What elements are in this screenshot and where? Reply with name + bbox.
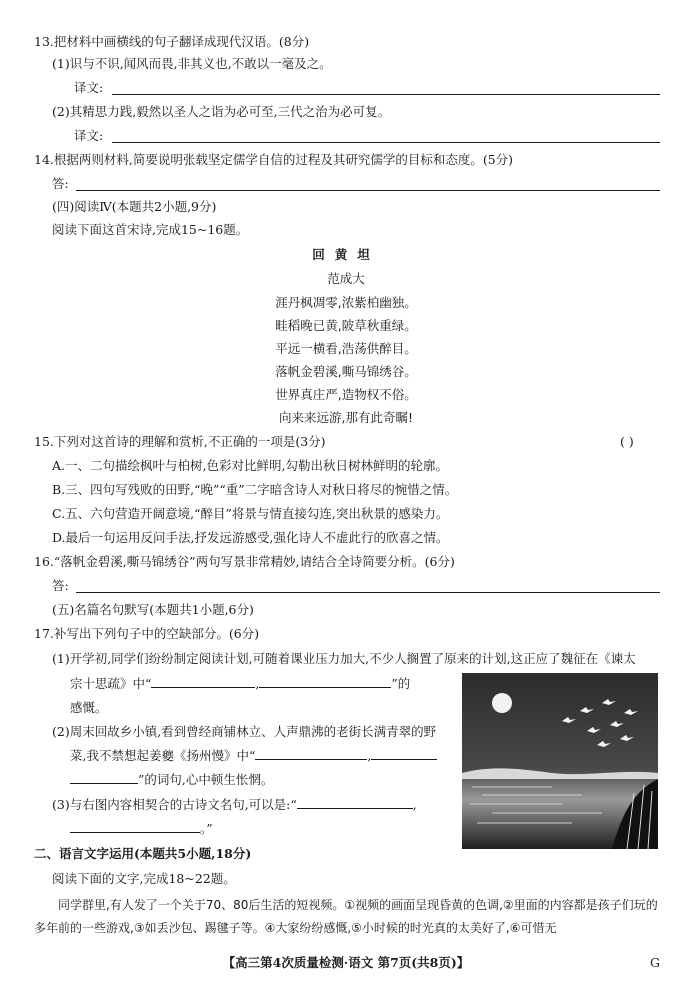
q13-stem: 13.把材料中画横线的句子翻译成现代汉语。(8分) — [34, 34, 310, 49]
q15-option-c: C.五、六句营造开阔意境,“醉目”将景与情直接勾连,突出秋景的感染力。 — [52, 506, 449, 521]
q17-part-1-line-c: 感慨。 — [70, 700, 108, 715]
q15-option-b: B.三、四句写残败的田野,“晚”“重”二字暗含诗人对秋日将尽的惋惜之情。 — [52, 482, 458, 497]
q13-answer-label-1: 译文: — [74, 80, 104, 95]
moon-geese-illustration — [462, 673, 658, 849]
q17-blank-4-continued[interactable] — [70, 771, 138, 784]
q17-part-2-comma: , — [367, 748, 372, 763]
q13-answer-line-1[interactable] — [112, 94, 660, 95]
page-footer: 【高三第4次质量检测·语文 第7页(共8页)】 — [222, 955, 470, 970]
q14-answer-line[interactable] — [76, 190, 660, 191]
q17-part-3-line-b — [70, 820, 213, 838]
q13-sentence-1: (1)识与不识,闻风而畏,非其义也,不敢以一毫及之。 — [52, 56, 332, 71]
section-4-intro: 阅读下面这首宋诗,完成15~16题。 — [52, 222, 249, 237]
poem-line: 向来来远游,那有此奇瞩! — [279, 410, 413, 425]
section-5-header: (五)名篇名句默写(本题共1小题,6分) — [52, 602, 254, 617]
q17-blank-1[interactable] — [151, 675, 255, 688]
section-4-header: (四)阅读Ⅳ(本题共2小题,9分) — [52, 199, 217, 214]
q15-option-d: D.最后一句运用反问手法,抒发远游感受,强化诗人不虚此行的欣喜之情。 — [52, 530, 449, 545]
q17-part-3-line-a: (3)与右图内容相契合的古诗文名句,可以是:“ , — [52, 797, 417, 812]
q15-stem: 15.下列对这首诗的理解和赏析,不正确的一项是(3分) — [34, 434, 326, 449]
poem-author: 范成大 — [327, 271, 365, 286]
q17-part-3-suffix: 。” — [200, 821, 213, 836]
paper-code: G — [650, 955, 660, 970]
section-2-intro: 阅读下面的文字,完成18~22题。 — [52, 871, 236, 886]
poem-line: 畦稻晚已黄,陂草秋重绿。 — [275, 318, 417, 333]
q17-part-1-line-a: (1)开学初,同学们纷纷制定阅读计划,可随着课业压力加大,不少人搁置了原来的计划,这正应了魏征在《谏太 — [52, 651, 636, 666]
poem-line: 落帆金碧溪,嘶马锦绣谷。 — [275, 364, 417, 379]
q17-part-1-suffix: ”的 — [391, 676, 411, 691]
q17-blank-5[interactable] — [297, 796, 413, 809]
q17-blank-3[interactable] — [255, 747, 367, 760]
q17-part-1-comma: , — [255, 676, 260, 691]
q13-sentence-2: (2)其精思力践,毅然以圣人之诣为必可至,三代之治为必可复。 — [52, 104, 391, 119]
poem-line: 平远一横看,浩荡供醉目。 — [275, 341, 417, 356]
q17-part-2-suffix: ”的词句,心中顿生怅惘。 — [138, 772, 274, 787]
q17-part-1-line-b — [70, 675, 410, 693]
section-2-header: 二、语言文字运用(本题共5小题,18分) — [34, 846, 252, 861]
q16-answer-label: 答: — [52, 578, 69, 593]
q14-stem: 14.根据两则材料,简要说明张载坚定儒学自信的过程及其研究儒学的目标和态度。(5分) — [34, 152, 514, 167]
section-2-passage: 同学群里,有人发了一个关于70、80后生活的短视频。①视频的画面呈现昏黄的色调,②里面的内容都是孩子们玩的多年前的一些游戏,③如丢沙包、踢毽子等。④大家纷纷感慨,⑤小时候的时光真的太美好了,⑥可惜无 — [34, 898, 658, 935]
q17-stem: 17.补写出下列句子中的空缺部分。(6分) — [34, 626, 260, 641]
q17-part-2-line-a: (2)周末回故乡小镇,看到曾经商铺林立、人声鼎沸的老街长满青翠的野 — [52, 724, 437, 739]
q13-answer-label-2: 译文: — [74, 128, 104, 143]
q14-answer-label: 答: — [52, 176, 69, 191]
q13-answer-line-2[interactable] — [112, 142, 660, 143]
q17-blank-4[interactable] — [371, 747, 437, 760]
q17-part-1-prefix: 宗十思疏》中“ — [70, 676, 152, 691]
q17-part-2-line-b — [70, 747, 437, 765]
q15-option-a: A.一、二句描绘枫叶与柏树,色彩对比鲜明,勾勒出秋日树林鲜明的轮廓。 — [52, 458, 448, 473]
poem-title: 回黄坦 — [312, 247, 380, 262]
poem-line: 世界真庄严,造物权不俗。 — [275, 387, 417, 402]
moon-icon — [492, 693, 512, 713]
q16-stem: 16.“落帆金碧溪,嘶马锦绣谷”两句写景非常精妙,请结合全诗简要分析。(6分) — [34, 554, 455, 569]
q15-answer-bracket[interactable]: ( ) — [620, 434, 634, 449]
q17-blank-2[interactable] — [259, 675, 391, 688]
q17-part-3-prefix: (3)与右图内容相契合的古诗文名句,可以是:“ — [52, 797, 297, 812]
q16-answer-line[interactable] — [76, 592, 660, 593]
q17-part-2-prefix: 菜,我不禁想起姜夔《扬州慢》中“ — [70, 748, 256, 763]
q17-blank-6[interactable] — [70, 820, 200, 833]
poem-line: 涯丹枫凋零,浓紫柏幽独。 — [275, 295, 417, 310]
q17-part-2-line-c — [70, 771, 273, 789]
